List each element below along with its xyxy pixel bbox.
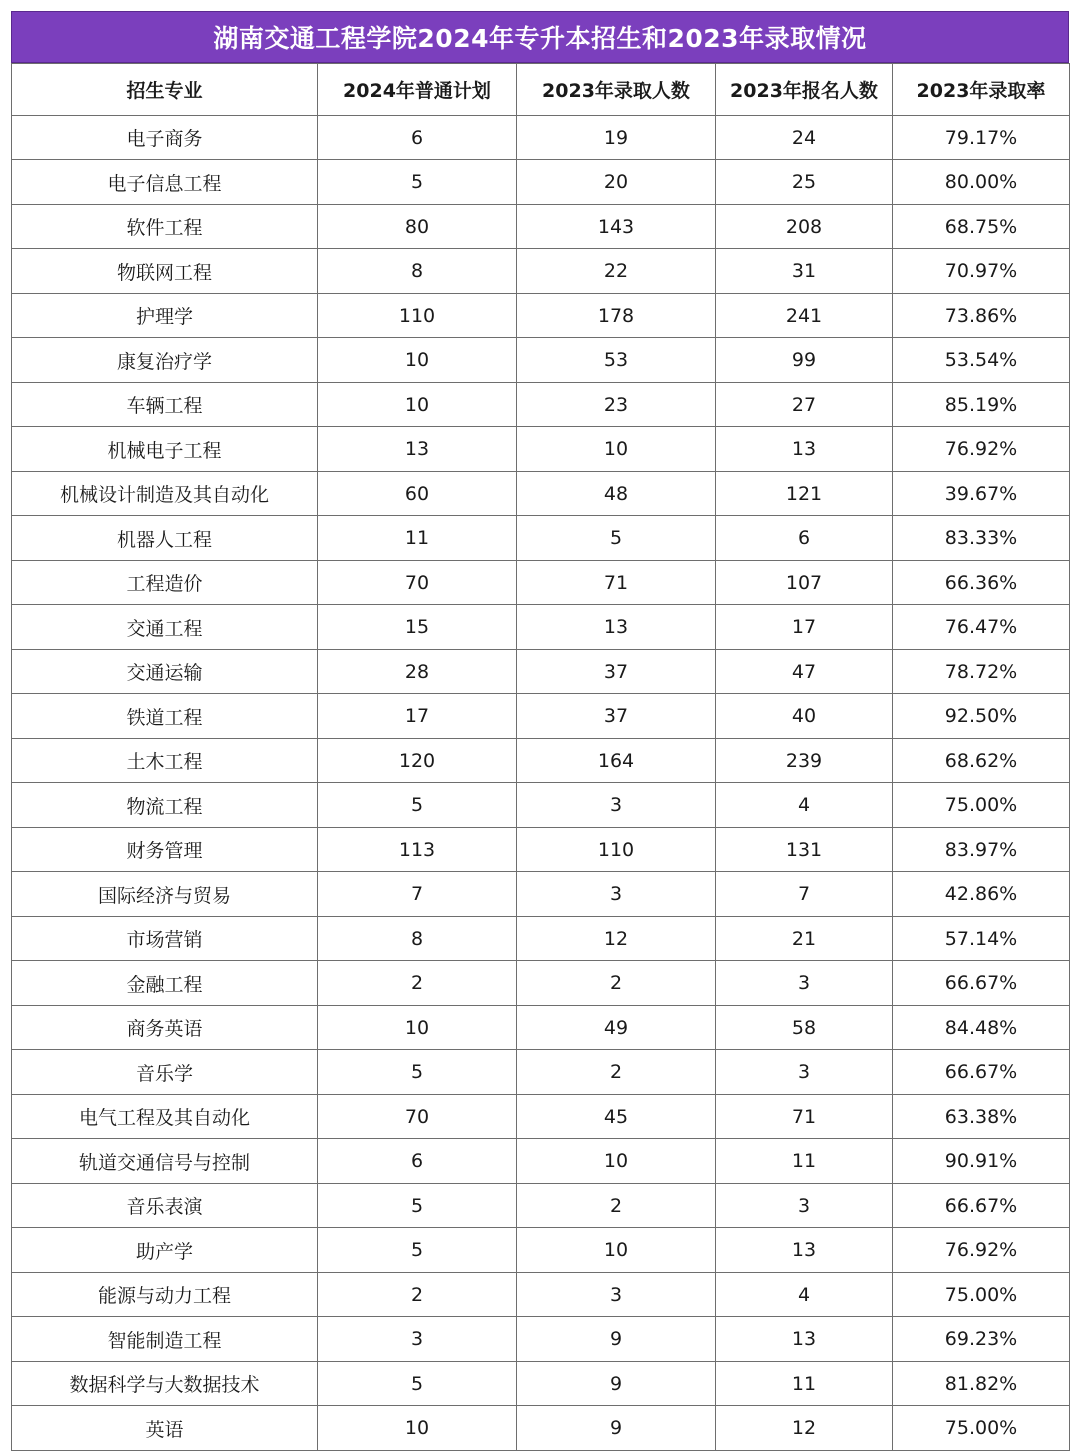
- cell-major: 物流工程: [12, 783, 318, 828]
- table-row: [12, 427, 1070, 472]
- cell-major: 交通运输: [12, 650, 318, 694]
- table-row: [12, 739, 1070, 783]
- cell-applicants-2023: 58: [716, 1006, 893, 1050]
- cell-major: 金融工程: [12, 961, 318, 1006]
- cell-admitted-2023: 3: [517, 1273, 716, 1317]
- cell-applicants-2023: 24: [716, 116, 893, 160]
- cell-plan-2024: 15: [318, 605, 517, 650]
- cell-major: 机器人工程: [12, 516, 318, 561]
- cell-major: 音乐学: [12, 1050, 318, 1095]
- cell-admitted-2023: 48: [517, 472, 716, 516]
- cell-applicants-2023: 11: [716, 1139, 893, 1184]
- table-row: [12, 1317, 1070, 1362]
- cell-admitted-2023: 71: [517, 561, 716, 605]
- cell-rate-2023: 63.38%: [893, 1095, 1070, 1139]
- cell-major: 机械电子工程: [12, 427, 318, 472]
- cell-rate-2023: 83.33%: [893, 516, 1070, 561]
- table-row: [12, 294, 1070, 338]
- table-row: [12, 828, 1070, 872]
- cell-applicants-2023: 239: [716, 739, 893, 783]
- cell-major: 英语: [12, 1406, 318, 1451]
- cell-applicants-2023: 7: [716, 872, 893, 917]
- admission-table-sheet: [11, 11, 1069, 1451]
- cell-major: 交通工程: [12, 605, 318, 650]
- cell-admitted-2023: 53: [517, 338, 716, 383]
- table-row: [12, 205, 1070, 249]
- cell-rate-2023: 66.36%: [893, 561, 1070, 605]
- header-applicants-2023: 2023年报名人数: [716, 64, 893, 116]
- cell-rate-2023: 42.86%: [893, 872, 1070, 917]
- cell-plan-2024: 70: [318, 561, 517, 605]
- cell-admitted-2023: 5: [517, 516, 716, 561]
- cell-rate-2023: 90.91%: [893, 1139, 1070, 1184]
- cell-plan-2024: 17: [318, 694, 517, 739]
- table-row: [12, 872, 1070, 917]
- cell-major: 国际经济与贸易: [12, 872, 318, 917]
- cell-rate-2023: 81.82%: [893, 1362, 1070, 1406]
- cell-plan-2024: 11: [318, 516, 517, 561]
- cell-rate-2023: 76.92%: [893, 427, 1070, 472]
- table-row: [12, 961, 1070, 1006]
- cell-major: 物联网工程: [12, 249, 318, 294]
- cell-rate-2023: 85.19%: [893, 383, 1070, 427]
- cell-major: 数据科学与大数据技术: [12, 1362, 318, 1406]
- cell-admitted-2023: 10: [517, 1228, 716, 1273]
- cell-plan-2024: 10: [318, 338, 517, 383]
- table-row: [12, 1273, 1070, 1317]
- cell-plan-2024: 110: [318, 294, 517, 338]
- cell-major: 智能制造工程: [12, 1317, 318, 1362]
- cell-applicants-2023: 121: [716, 472, 893, 516]
- cell-plan-2024: 13: [318, 427, 517, 472]
- cell-admitted-2023: 9: [517, 1317, 716, 1362]
- cell-applicants-2023: 3: [716, 1184, 893, 1228]
- cell-admitted-2023: 2: [517, 961, 716, 1006]
- table-row: [12, 472, 1070, 516]
- cell-major: 软件工程: [12, 205, 318, 249]
- cell-major: 铁道工程: [12, 694, 318, 739]
- cell-applicants-2023: 241: [716, 294, 893, 338]
- cell-applicants-2023: 107: [716, 561, 893, 605]
- cell-admitted-2023: 45: [517, 1095, 716, 1139]
- cell-applicants-2023: 13: [716, 427, 893, 472]
- cell-admitted-2023: 49: [517, 1006, 716, 1050]
- table-title: 湖南交通工程学院2024年专升本招生和2023年录取情况: [11, 11, 1069, 63]
- cell-major: 车辆工程: [12, 383, 318, 427]
- cell-applicants-2023: 208: [716, 205, 893, 249]
- cell-major: 市场营销: [12, 917, 318, 961]
- cell-major: 电子商务: [12, 116, 318, 160]
- cell-rate-2023: 76.47%: [893, 605, 1070, 650]
- cell-admitted-2023: 19: [517, 116, 716, 160]
- cell-plan-2024: 10: [318, 383, 517, 427]
- table-row: [12, 1095, 1070, 1139]
- cell-plan-2024: 10: [318, 1006, 517, 1050]
- cell-plan-2024: 10: [318, 1406, 517, 1451]
- cell-admitted-2023: 164: [517, 739, 716, 783]
- cell-rate-2023: 66.67%: [893, 961, 1070, 1006]
- cell-plan-2024: 80: [318, 205, 517, 249]
- table-row: [12, 1228, 1070, 1273]
- cell-applicants-2023: 4: [716, 1273, 893, 1317]
- cell-plan-2024: 6: [318, 116, 517, 160]
- cell-plan-2024: 6: [318, 1139, 517, 1184]
- cell-rate-2023: 75.00%: [893, 1273, 1070, 1317]
- cell-admitted-2023: 20: [517, 160, 716, 205]
- cell-admitted-2023: 3: [517, 783, 716, 828]
- cell-admitted-2023: 143: [517, 205, 716, 249]
- cell-rate-2023: 66.67%: [893, 1184, 1070, 1228]
- cell-rate-2023: 92.50%: [893, 694, 1070, 739]
- cell-rate-2023: 75.00%: [893, 1406, 1070, 1451]
- cell-admitted-2023: 10: [517, 1139, 716, 1184]
- cell-applicants-2023: 27: [716, 383, 893, 427]
- cell-plan-2024: 5: [318, 1184, 517, 1228]
- cell-plan-2024: 5: [318, 1362, 517, 1406]
- cell-applicants-2023: 31: [716, 249, 893, 294]
- table-row: [12, 1006, 1070, 1050]
- table-row: [12, 694, 1070, 739]
- cell-major: 商务英语: [12, 1006, 318, 1050]
- cell-admitted-2023: 2: [517, 1050, 716, 1095]
- cell-major: 能源与动力工程: [12, 1273, 318, 1317]
- cell-admitted-2023: 13: [517, 605, 716, 650]
- table-row: [12, 1050, 1070, 1095]
- cell-applicants-2023: 21: [716, 917, 893, 961]
- cell-plan-2024: 113: [318, 828, 517, 872]
- table-row: [12, 605, 1070, 650]
- header-plan-2024: 2024年普通计划: [318, 64, 517, 116]
- cell-applicants-2023: 3: [716, 1050, 893, 1095]
- cell-major: 康复治疗学: [12, 338, 318, 383]
- cell-admitted-2023: 110: [517, 828, 716, 872]
- cell-major: 电气工程及其自动化: [12, 1095, 318, 1139]
- cell-major: 助产学: [12, 1228, 318, 1273]
- cell-rate-2023: 68.62%: [893, 739, 1070, 783]
- cell-plan-2024: 2: [318, 1273, 517, 1317]
- cell-rate-2023: 39.67%: [893, 472, 1070, 516]
- cell-applicants-2023: 11: [716, 1362, 893, 1406]
- cell-major: 工程造价: [12, 561, 318, 605]
- cell-applicants-2023: 17: [716, 605, 893, 650]
- cell-major: 机械设计制造及其自动化: [12, 472, 318, 516]
- cell-applicants-2023: 13: [716, 1228, 893, 1273]
- cell-applicants-2023: 4: [716, 783, 893, 828]
- cell-major: 轨道交通信号与控制: [12, 1139, 318, 1184]
- cell-rate-2023: 53.54%: [893, 338, 1070, 383]
- cell-admitted-2023: 10: [517, 427, 716, 472]
- table-row: [12, 160, 1070, 205]
- cell-rate-2023: 70.97%: [893, 249, 1070, 294]
- cell-applicants-2023: 47: [716, 650, 893, 694]
- table-row: [12, 917, 1070, 961]
- cell-rate-2023: 80.00%: [893, 160, 1070, 205]
- cell-rate-2023: 76.92%: [893, 1228, 1070, 1273]
- table-row: [12, 1406, 1070, 1451]
- cell-admitted-2023: 22: [517, 249, 716, 294]
- header-major: 招生专业: [12, 64, 318, 116]
- cell-applicants-2023: 99: [716, 338, 893, 383]
- cell-plan-2024: 60: [318, 472, 517, 516]
- table-row: [12, 249, 1070, 294]
- cell-admitted-2023: 37: [517, 650, 716, 694]
- cell-plan-2024: 7: [318, 872, 517, 917]
- cell-plan-2024: 2: [318, 961, 517, 1006]
- header-admitted-2023: 2023年录取人数: [517, 64, 716, 116]
- cell-rate-2023: 75.00%: [893, 783, 1070, 828]
- cell-applicants-2023: 40: [716, 694, 893, 739]
- cell-major: 土木工程: [12, 739, 318, 783]
- cell-admitted-2023: 9: [517, 1406, 716, 1451]
- cell-applicants-2023: 12: [716, 1406, 893, 1451]
- cell-admitted-2023: 178: [517, 294, 716, 338]
- cell-plan-2024: 120: [318, 739, 517, 783]
- cell-rate-2023: 57.14%: [893, 917, 1070, 961]
- table-row: [12, 650, 1070, 694]
- cell-applicants-2023: 3: [716, 961, 893, 1006]
- table-row: [12, 1184, 1070, 1228]
- cell-applicants-2023: 71: [716, 1095, 893, 1139]
- cell-plan-2024: 3: [318, 1317, 517, 1362]
- cell-rate-2023: 73.86%: [893, 294, 1070, 338]
- cell-rate-2023: 66.67%: [893, 1050, 1070, 1095]
- cell-rate-2023: 78.72%: [893, 650, 1070, 694]
- cell-applicants-2023: 25: [716, 160, 893, 205]
- cell-plan-2024: 8: [318, 249, 517, 294]
- cell-applicants-2023: 6: [716, 516, 893, 561]
- cell-plan-2024: 5: [318, 1228, 517, 1273]
- cell-applicants-2023: 13: [716, 1317, 893, 1362]
- cell-major: 财务管理: [12, 828, 318, 872]
- cell-plan-2024: 5: [318, 783, 517, 828]
- cell-plan-2024: 5: [318, 160, 517, 205]
- admission-table: [11, 63, 1070, 1451]
- cell-admitted-2023: 9: [517, 1362, 716, 1406]
- table-row: [12, 516, 1070, 561]
- cell-rate-2023: 68.75%: [893, 205, 1070, 249]
- table-row: [12, 1139, 1070, 1184]
- table-row: [12, 383, 1070, 427]
- cell-plan-2024: 8: [318, 917, 517, 961]
- cell-plan-2024: 28: [318, 650, 517, 694]
- table-row: [12, 1362, 1070, 1406]
- cell-major: 电子信息工程: [12, 160, 318, 205]
- cell-admitted-2023: 37: [517, 694, 716, 739]
- table-row: [12, 116, 1070, 160]
- cell-rate-2023: 79.17%: [893, 116, 1070, 160]
- header-row: [12, 64, 1070, 116]
- cell-major: 护理学: [12, 294, 318, 338]
- cell-admitted-2023: 12: [517, 917, 716, 961]
- table-row: [12, 338, 1070, 383]
- cell-rate-2023: 83.97%: [893, 828, 1070, 872]
- cell-major: 音乐表演: [12, 1184, 318, 1228]
- cell-admitted-2023: 23: [517, 383, 716, 427]
- cell-admitted-2023: 3: [517, 872, 716, 917]
- table-row: [12, 783, 1070, 828]
- cell-applicants-2023: 131: [716, 828, 893, 872]
- table-body: [12, 116, 1070, 1451]
- header-rate-2023: 2023年录取率: [893, 64, 1070, 116]
- table-row: [12, 561, 1070, 605]
- cell-plan-2024: 70: [318, 1095, 517, 1139]
- cell-plan-2024: 5: [318, 1050, 517, 1095]
- cell-rate-2023: 84.48%: [893, 1006, 1070, 1050]
- cell-admitted-2023: 2: [517, 1184, 716, 1228]
- cell-rate-2023: 69.23%: [893, 1317, 1070, 1362]
